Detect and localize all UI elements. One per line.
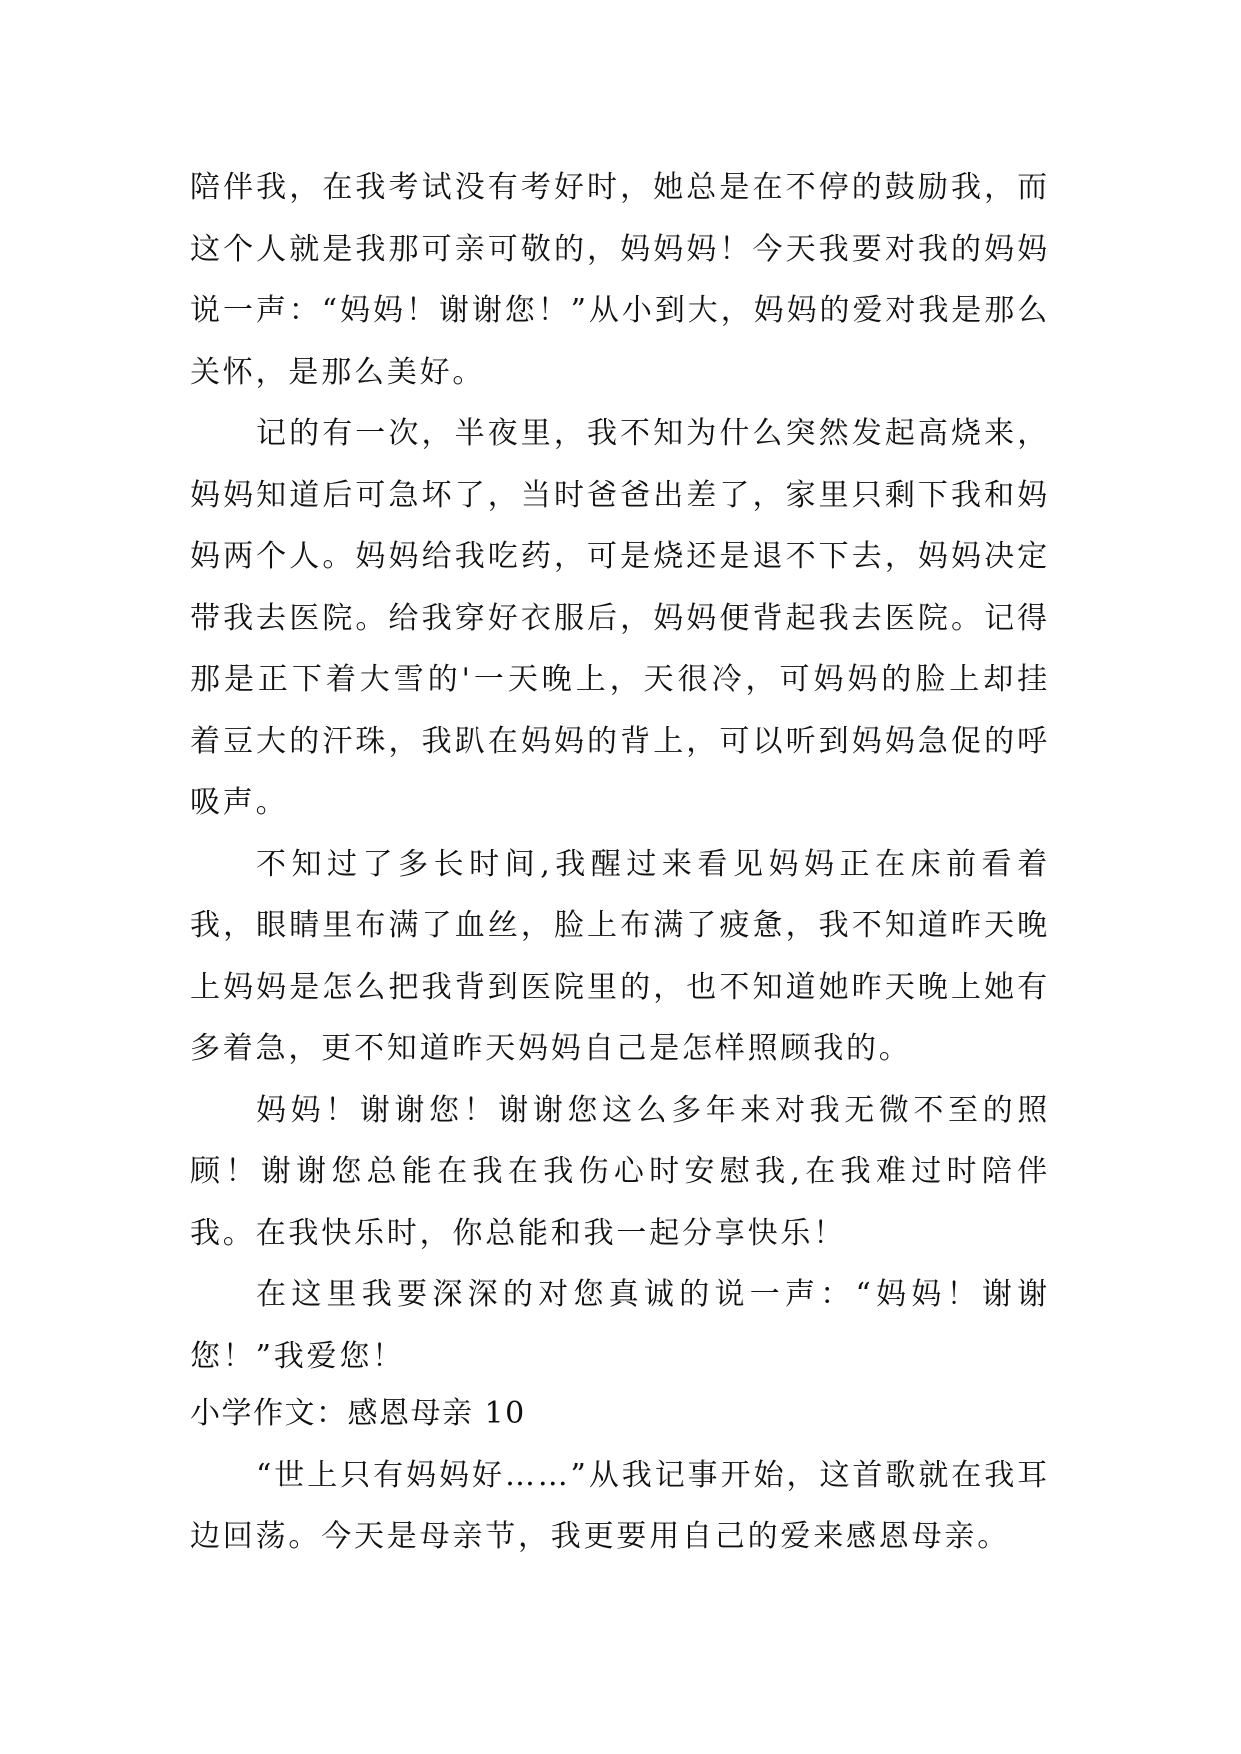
paragraph-hospital-wake: 不知过了多长时间,我醒过来看见妈妈正在床前看着我，眼睛里布满了血丝，脸上布满了疲惫，我不知道昨天晚上妈妈是怎么把我背到医院里的，也不知道她昨天晚上她有多着急，更不知道昨天妈妈自己是怎样照顾我的。 bbox=[190, 846, 1050, 1066]
paragraph-essay-10-intro: “世上只有妈妈好……”从我记事开始，这首歌就在我耳边回荡。今天是母亲节，我更要用自己的爱来感恩母亲。 bbox=[190, 1457, 1050, 1554]
essay-body-continued bbox=[190, 157, 1050, 1387]
paragraph-closing: 在这里我要深深的对您真诚的说一声：“妈妈！谢谢您！”我爱您！ bbox=[190, 1277, 1050, 1374]
paragraph-thanks: 妈妈！谢谢您！谢谢您这么多年来对我无微不至的照顾！谢谢您总能在我在我伤心时安慰我,在我难过时陪伴我。在我快乐时，你总能和我一起分享快乐！ bbox=[190, 1092, 1050, 1251]
essay-10-section bbox=[190, 1383, 1050, 1568]
paragraph-continued: 陪伴我，在我考试没有考好时，她总是在不停的鼓励我，而这个人就是我那可亲可敬的，妈妈妈！今天我要对我的妈妈说一声：“妈妈！谢谢您！”从小到大，妈妈的爱对我是那么关怀，是那么美好。 bbox=[190, 170, 1050, 390]
section-heading: 小学作文：感恩母亲 10 bbox=[190, 1396, 526, 1431]
paragraph-fever-night: 记的有一次，半夜里，我不知为什么突然发起高烧来，妈妈知道后可急坏了，当时爸爸出差了，家里只剩下我和妈妈两个人。妈妈给我吃药，可是烧还是退不下去，妈妈决定带我去医院。给我穿好衣服后，妈妈便背起我去医院。记得那是正下着大雪的'一天晚上，天很冷，可妈妈的脸上却挂着豆大的汗珠，我趴在妈妈的背上，可以听到妈妈急促的呼吸声。 bbox=[190, 416, 1050, 820]
